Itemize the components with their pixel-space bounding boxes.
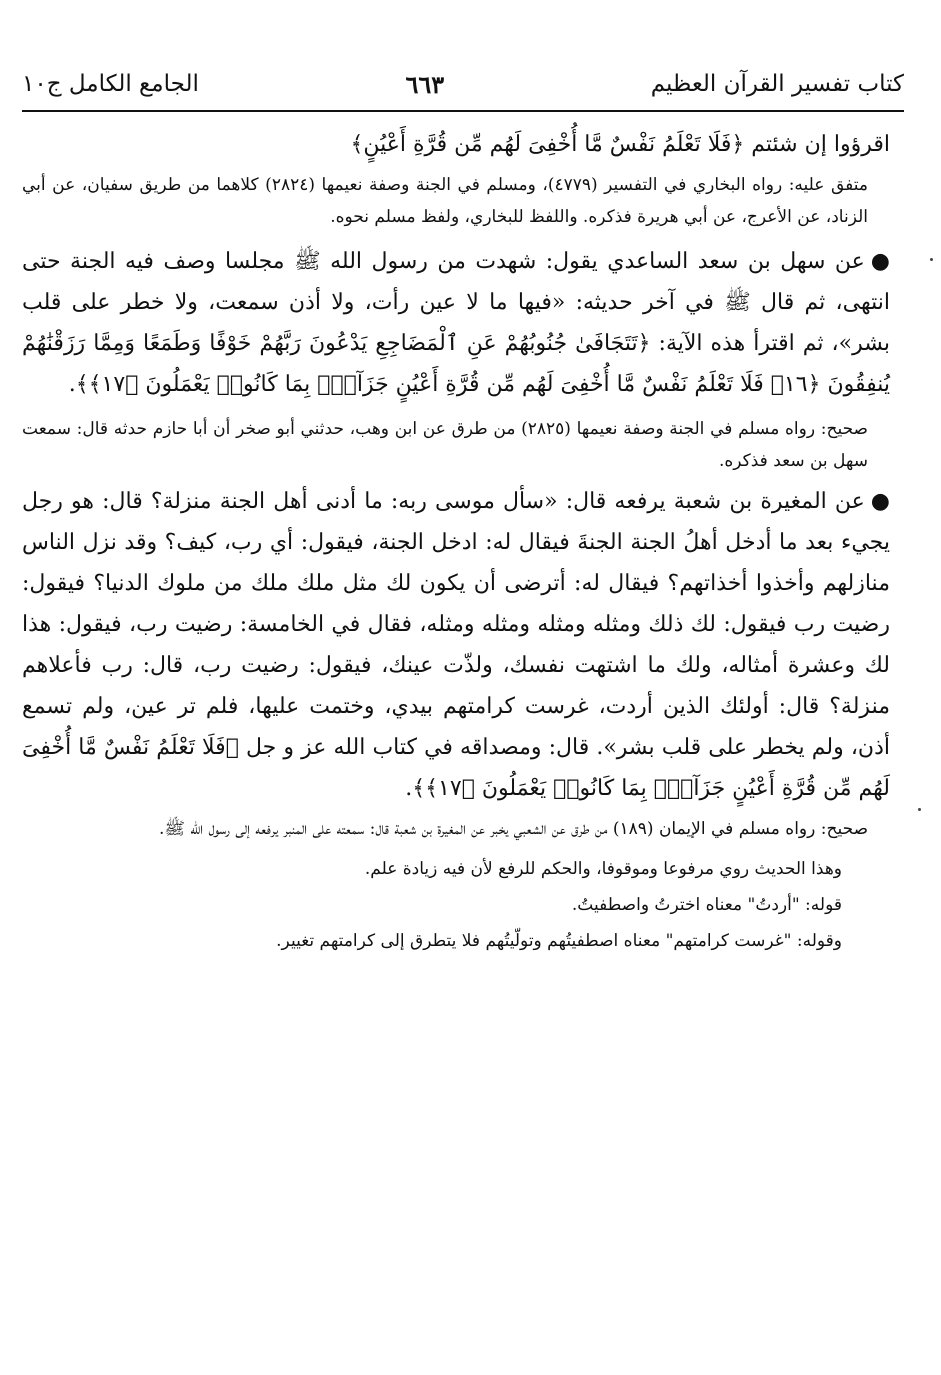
bullet-icon: ● bbox=[870, 489, 890, 514]
note-takhrij-2: صحيح: رواه مسلم في الجنة وصفة نعيمها (٢٨٢٥) من طرق عن ابن وهب، حدثني أبو صخر أن أبا حازم حدثه قال: سمعت سهل بن سعد فذكره. bbox=[22, 419, 868, 471]
note-takhrij-1: متفق عليه: رواه البخاري في التفسير (٤٧٧٩)، ومسلم في الجنة وصفة نعيمها (٢٨٢٤) كلاهما من طريق سفيان، عن أبي الزناد، عن الأعرج، عن أبي هريرة فذكره. واللفظ للبخاري، ولفظ مسلم نحوه. bbox=[22, 175, 869, 227]
note-meaning-1: قوله: "أردتُ" معناه اخترتُ واصطفيتُ. bbox=[571, 895, 842, 915]
margin-dot-mark bbox=[918, 808, 921, 811]
paragraph-quran-recital: اقرؤوا إن شئتم ﴿فَلَا تَعْلَمُ نَفْسٌ مَّا أُخْفِىَ لَهُم مِّن قُرَّةِ أَعْيُنٍ﴾ bbox=[350, 132, 890, 157]
page-number: ٦٦٣ bbox=[405, 69, 445, 99]
page-header bbox=[22, 58, 904, 112]
paragraph-hadith-sahl bbox=[22, 241, 890, 405]
page-body bbox=[22, 124, 890, 957]
book-title: كتاب تفسير القرآن العظيم bbox=[650, 71, 904, 97]
note-takhrij-3: صحيح: رواه مسلم في الإيمان (١٨٩) من طرق عن الشعبي يخبر عن المغيرة بن شعبة قال: سمعته على المنبر يرفعه إلى رسول الله ﷺ. bbox=[159, 819, 868, 839]
paragraph-hadith-mughira bbox=[22, 481, 890, 809]
note-meaning-2: وقوله: "غرست كرامتهم" معناه اصطفيتُهم وتولّيتُهم فلا يتطرق إلى كرامتهم تغيير. bbox=[276, 931, 842, 951]
hadith-sahl-text: عن سهل بن سعد الساعدي يقول: شهدت من رسول الله ﷺ مجلسا وصف فيه الجنة حتى انتهى، ثم قال ﷺ في آخر حديثه: «فيها ما لا عين رأت، ولا أذن سمعت، ولا خطر على قلب بشر»، ثم اقترأ هذه الآية: ﴿تَتَجَافَىٰ جُنُوبُهُمْ عَنِ ٱلْمَضَاجِعِ يَدْعُونَ رَبَّهُمْ خَوْفًا وَطَمَعًا وَمِمَّا رَزَقْنَٰهُمْ يُنفِقُونَ ﴿١٦﴾ فَلَا تَعْلَمُ نَفْسٌ مَّا أُخْفِىَ لَهُم مِّن قُرَّةِ أَعْيُنٍ جَزَآءًۢ بِمَا كَانُوا۟ يَعْمَلُونَ ﴿١٧﴾﴾. bbox=[22, 249, 890, 397]
note-ruling: وهذا الحديث روي مرفوعا وموقوفا، والحكم للرفع لأن فيه زيادة علم. bbox=[364, 859, 842, 879]
hadith-mughira-text: عن المغيرة بن شعبة يرفعه قال: «سأل موسى ربه: ما أدنى أهل الجنة منزلة؟ قال: هو رجل يجيء بعد ما أدخل أهلُ الجنة الجنةَ فيقال له: ادخل الجنة، فيقول: أي رب، كيف؟ وقد نزل الناس منازلهم وأخذوا أخذاتهم؟ فيقال له: أترضى أن يكون لك مثل ملك ملك من ملوك الدنيا؟ فيقول: رضيت رب فيقول: لك ذلك ومثله ومثله ومثله ومثله، فقال في الخامسة: رضيت رب، فيقول: هذا لك وعشرة أمثاله، ولك ما اشتهت نفسك، ولذّت عينك، فيقول: رضيت رب، قال: رب فأعلاهم منزلة؟ قال: أولئك الذين أردت، غرست كرامتهم بيدي، وختمت عليها، فلم تر عين، ولم تسمع أذن، ولم يخطر على قلب بشر». قال: ومصداقه في كتاب الله عز و جل ﴿فَلَا تَعْلَمُ نَفْسٌ مَّا أُخْفِىَ لَهُم مِّن قُرَّةِ أَعْيُنٍ جَزَآءًۢ بِمَا كَانُوا۟ يَعْمَلُونَ ﴿١٧﴾﴾. bbox=[22, 489, 890, 801]
bullet-icon: ● bbox=[870, 249, 890, 274]
volume-title: الجامع الكامل ج١٠ bbox=[22, 71, 199, 97]
margin-dot-mark bbox=[930, 258, 933, 261]
